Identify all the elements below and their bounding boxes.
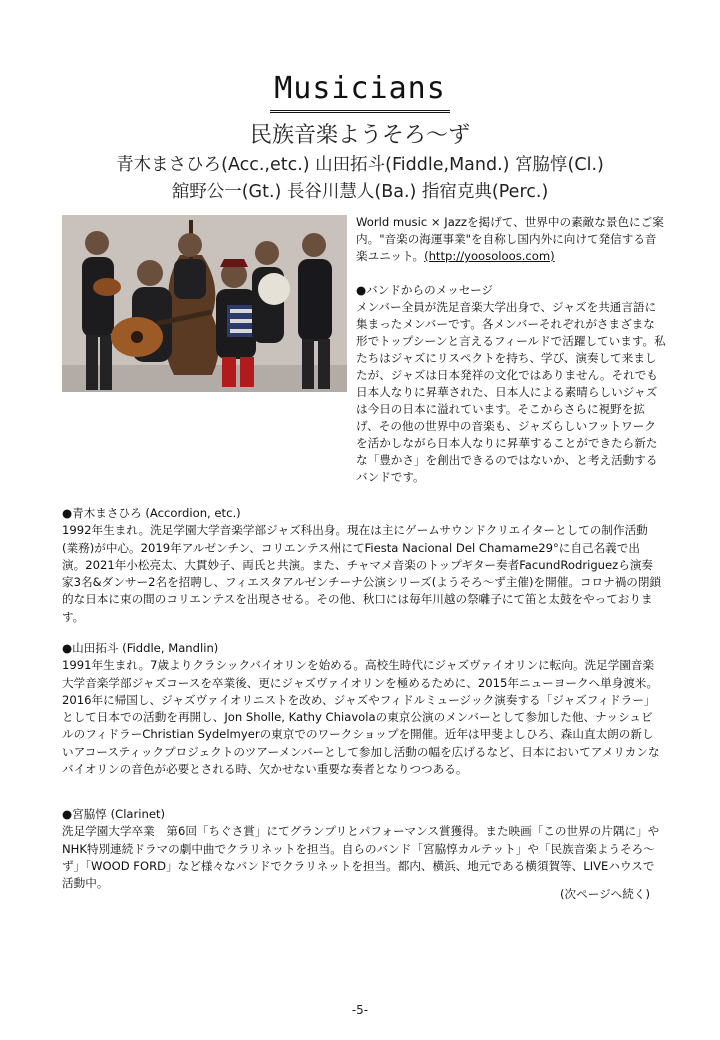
bio-yamada [62, 640, 662, 778]
band-photo-illustration [62, 215, 347, 392]
intro-paragraph [356, 214, 666, 265]
band-message [356, 282, 666, 486]
bio-aoki [62, 505, 662, 626]
continue-note: (次ページへ続く) [560, 887, 650, 901]
bio-heading: ●山田拓斗 (Fiddle, Mandlin) [62, 641, 219, 655]
page-title: Musicians [270, 72, 450, 113]
bio-heading: ●青木まさひろ (Accordion, etc.) [62, 506, 241, 520]
bio-miyawaki [62, 806, 662, 892]
bio-body: 1992年生まれ。洗足学園大学音楽学部ジャズ科出身。現在は主にゲームサウンドクリエイターとしての制作活動(業務)が中心。2019年アルゼンチン、コリエンテス州にてFiesta Nacional Del Chamame29°に自己名義で出演。2021年小松亮太、大貫妙子、両氏と共演。また、チャマメ音楽のトップギター奏者FacundRodriguezら演奏家3名&ダンサー2名を招聘し、フィエスタアルゼンチーナ公演シリーズ(ようそろ～ず主催)を開催。コロナ禍の閉鎖的な日本に束の間のコリエンテスを出現させる。その他、秋口には毎年川越の祭囃子にて笛と太鼓をやっております。 [62, 523, 662, 624]
page-number: -5- [351, 1003, 369, 1017]
message-heading: ●バンドからのメッセージ [356, 283, 493, 297]
band-name: 民族音楽ようそろ～ず [249, 123, 470, 148]
members-line-1: 青木まさひろ(Acc.,etc.) 山田拓斗(Fiddle,Mand.) 宮脇惇(Cl.) [116, 155, 604, 175]
website-link[interactable]: (http://yoosoloos.com) [424, 249, 555, 263]
bio-body: 洗足学園大学卒業 第6回「ちぐさ賞」にてグランプリとパフォーマンス賞獲得。また映画「この世界の片隅に」やNHK特別連続ドラマの劇中曲でクラリネットを担当。自らのバンド「宮脇惇カルテット」や「民族音楽ようそろ～ず」「WOOD FORD」など様々なバンドでクラリネットを担当。都内、横浜、地元である横須賀等、LIVEハウスで活動中。 [62, 824, 660, 891]
message-body: メンバー全員が洗足音楽大学出身で、ジャズを共通言語に集まったメンバーです。各メンバーそれぞれがさまざまな形でトップシーンと言えるフィールドで活躍しています。私たちはジャズにリスペクトを持ち、学び、演奏して来ましたが、ジャズは日本発祥の文化ではありません。それでも日本人なりに昇華された、日本人による素晴らしいジャズは今日の日本に溢れています。そこからさらに視野を拡げ、その他の世界中の音楽も、ジャズらしいフットワークを活かしながら日本人なりに昇華することができたら新たな「豊かさ」を創出できるのではないか、と考え活動するバンドです。 [356, 300, 666, 484]
members-line-2: 舘野公一(Gt.) 長谷川慧人(Ba.) 指宿克典(Perc.) [171, 182, 549, 202]
intro-text: World music × Jazzを掲げて、世界中の素敵な景色にご案内。"音楽の海運事業"を自称し国内外に向けて発信する音楽ユニット。 [356, 215, 664, 263]
bio-body: 1991年生まれ。7歳よりクラシックバイオリンを始める。高校生時代にジャズヴァイオリンに転向。洗足学園音楽大学音楽学部ジャズコースを卒業後、更にジャズヴァイオリンを極めるために、2015年ニューヨークへ単身渡米。2016年に帰国し、ジャズヴァイオリニストを改め、ジャズやフィドルミュージック演奏する「ジャズフィドラー」として日本での活動を再開し、Jon Sholle, Kathy Chiavolaの東京公演のメンバーとして参加した他、ナッシュビルのフィドラーChristian Sydelmyerの東京でのワークショップを開催。近年は甲斐よしひろ、森山直太朗の新しいアコースティックプロジェクトのツアーメンバーとして参加し活動の幅を広げるなど、日本においてアメリカンなバイオリンの音色が必要とされる時、欠かせない重要な奏者となりつつある。 [62, 658, 660, 777]
bio-heading: ●宮脇惇 (Clarinet) [62, 807, 166, 821]
band-photo [62, 215, 347, 392]
title-wrap [0, 72, 720, 113]
